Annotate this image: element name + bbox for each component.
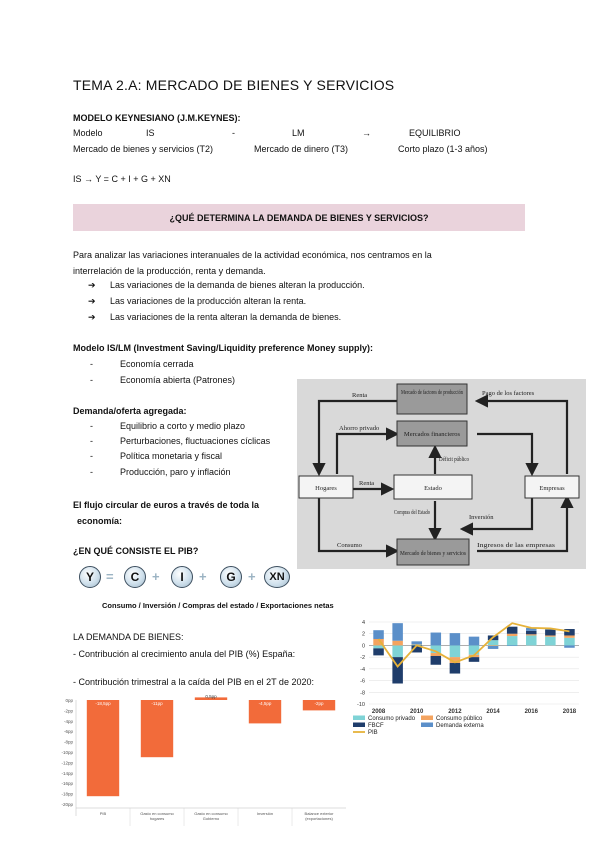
chart2-y-tick-label: -6pp [63,729,73,735]
chart2-y-tick-label: 0pp [65,698,73,703]
label-renta-2: Renta [359,480,375,487]
quarterly-contribution-chart [58,692,348,830]
circular-flow-diagram [297,379,586,569]
page-title: TEMA 2.A: MERCADO DE BIENES Y SERVICIOS [73,77,395,93]
box-mercado-bienes-label: Mercado de bienes y servicios [400,550,467,557]
keynes-heading: MODELO KEYNESIANO (J.M.KEYNES): [73,113,241,123]
pib-symbol-xn: XN [264,566,290,588]
chart1-y-tick-label: -4 [360,666,365,673]
keynes-is: IS [146,128,155,138]
chart2-category-label: Inversión [256,811,274,816]
chart1-bar-segment [450,645,461,657]
section-banner: ¿QUÉ DETERMINA LA DEMANDA DE BIENES Y SERVICIOS? [73,204,525,231]
chart2-bar [141,700,173,757]
chart2-category-label: PIB [99,811,107,816]
keynes-arrow: → [362,128,371,138]
chart1-legend-swatch [353,723,365,728]
chart1-bar-segment [564,635,575,637]
pib-heading: ¿EN QUÉ CONSISTE EL PIB? [73,546,199,556]
agregada-item: - Política monetaria y fiscal [90,451,223,461]
chart1-bar-segment [507,645,518,646]
chart1-bar-segment [545,635,556,636]
chart1-y-tick-label: 4 [361,620,365,626]
intro-bullet: ➔ Las variaciones de la renta alteran la demanda de bienes. [88,312,342,322]
chart1-x-tick-label: 2012 [448,709,462,715]
chart2-y-tick-label: -14pp [61,770,73,776]
chart1-bar-segment [469,637,480,646]
is-equation: IS → Y = C + I + G + XN [73,174,171,184]
chart2-data-label: -11pp [151,701,163,706]
chart1-bar-segment [526,631,537,635]
label-ahorro-privado: Ahorro privado [339,425,380,432]
label-compras-estado: Compras del Estado [394,509,430,516]
box-mercados-financieros-label: Mercados financieros [403,431,461,438]
keynes-corto-plazo: Corto plazo (1-3 años) [398,144,488,154]
box-empresas-label: Empresas [539,485,565,492]
box-estado-label: Estado [424,485,442,492]
chart1-bar-segment [507,627,518,634]
intro-line-1: Para analizar las variaciones interanuales de la actividad económica, nos centramos en la [73,250,432,260]
intro-line-2: interrelación de la producción, renta y demanda. [73,266,266,276]
keynes-mercado-bienes: Mercado de bienes y servicios (T2) [73,144,214,154]
label-ingresos-empresas: Ingresos de las empresas [477,542,556,549]
chart2-data-label: -4,5pp [258,701,272,706]
chart1-bar-segment [564,645,575,647]
label-deficit: Déficit público [439,456,469,463]
chart2-bar [87,700,119,796]
agregada-item: - Producción, paro y inflación [90,467,231,477]
arrow-icon: ➔ [88,296,96,306]
chart1-legend-swatch [421,723,433,728]
chart1-y-tick-label: 2 [361,631,365,638]
arrow-icon: ➔ [88,312,96,322]
chart2-category-label: Balance exterior [304,811,334,816]
islm-item: - Economía abierta (Patrones) [90,375,236,385]
pib-symbol-i: I [171,566,193,588]
chart1-x-tick-label: 2014 [486,709,500,715]
keynes-lm: LM [292,128,305,138]
islm-heading: Modelo IS/LM (Investment Saving/Liquidity preference Money supply): [73,343,374,353]
label-consumo: Consumo [337,542,362,549]
chart2-data-label: 0,5pp [205,694,217,699]
chart2-category-label: Gasto en consumo [194,811,228,816]
chart2-y-tick-label: -16pp [61,781,73,787]
keynes-modelo: Modelo [73,128,103,138]
chart1-bar-segment [431,656,442,665]
chart1-legend-label: PIB [368,730,378,736]
box-mercado-factores-label: Mercado de factores de producción [401,389,464,396]
chart1-bar-segment [507,636,518,645]
chart1-bar-segment [469,657,480,662]
chart2-y-tick-label: -8pp [63,739,73,745]
chart1-legend-label: Consumo privado [368,716,416,722]
chart1-bar-segment [392,641,403,646]
chart1-bar-segment [507,634,518,636]
chart1-bar-segment [526,634,537,635]
chart1-bar-segment [545,630,556,636]
label-inversion: Inversión [469,514,494,521]
chart1-y-tick-label: -10 [357,702,365,708]
intro-bullet: ➔ Las variaciones de la demanda de bienes alteran la producción. [88,280,365,290]
chart1-bar-segment [392,645,403,657]
flujo-line-1: El flujo circular de euros a través de toda la [73,500,260,510]
pib-symbol-c: C [124,566,146,588]
chart1-y-tick-label: -2 [360,655,365,662]
chart2-category-label: Gobierno [202,816,220,821]
chart1-bar-segment [411,641,422,644]
equals-operator: = [106,569,114,584]
chart1-legend-swatch [353,716,365,721]
chart2-category-label: hogares [149,816,165,821]
chart2-y-tick-label: -10pp [61,750,73,755]
label-renta: Renta [352,392,368,399]
chart1-x-tick-label: 2010 [410,709,424,715]
chart1-legend-label: Demanda externa [436,723,484,729]
pib-symbol-g: G [220,566,242,588]
keynes-mercado-dinero: Mercado de dinero (T3) [254,144,349,154]
keynes-dash: - [232,128,235,138]
chart1-bar-segment [564,638,575,646]
chart1-y-tick-label: -8 [360,690,365,697]
plus-operator: + [199,569,207,584]
chart1-bar-segment [392,623,403,641]
keynes-equilibrio: EQUILIBRIO [409,128,461,138]
arrow-icon: ➔ [88,280,96,290]
agregada-heading: Demanda/oferta agregada: [73,406,187,416]
chart2-data-label: -18,5pp [95,701,111,706]
chart2-y-tick-label: -12pp [61,760,73,766]
demanda-line-2: - Contribución trimestral a la caída del PIB en el 2T de 2020: [73,677,314,687]
chart1-x-tick-label: 2018 [562,709,577,715]
chart1-bar-segment [450,633,461,645]
chart1-legend-label: Consumo público [436,716,483,722]
chart1-legend-swatch [421,716,433,721]
chart1-bar-segment [373,645,384,648]
chart1-x-tick-label: 2016 [524,709,538,715]
annual-contribution-chart [347,616,587,744]
chart1-bar-segment [526,635,537,645]
chart1-bar-segment [488,646,499,649]
chart1-x-tick-label: 2008 [371,709,386,715]
chart2-y-tick-label: -20pp [61,802,73,807]
plus-operator: + [248,569,256,584]
chart2-y-tick-label: -18pp [61,791,73,797]
intro-bullet: ➔ Las variaciones de la producción alteran la renta. [88,296,307,306]
chart1-bar-segment [545,637,556,646]
chart1-bar-segment [431,633,442,646]
demanda-heading: LA DEMANDA DE BIENES: [73,632,184,642]
chart1-bar-segment [469,645,480,654]
plus-operator: + [152,569,160,584]
chart2-category-label: (exportaciones) [305,816,333,821]
chart1-bar-segment [373,630,384,639]
chart2-y-tick-label: -2pp [63,708,73,714]
chart1-y-tick-label: 0 [361,643,365,650]
chart1-bar-segment [450,663,461,674]
islm-item: - Economía cerrada [90,359,194,369]
agregada-item: - Equilibrio a corto y medio plazo [90,421,246,431]
pib-symbol-y: Y [79,566,101,588]
chart1-bar-segment [373,648,384,655]
box-hogares-label: Hogares [315,485,337,492]
agregada-item: - Perturbaciones, fluctuaciones cíclicas [90,436,271,446]
chart1-y-tick-label: -6 [360,678,365,685]
demanda-line-1: - Contribución al crecimiento anula del PIB (%) España: [73,649,296,659]
label-pago-factores: Pago de los factores [482,390,535,397]
chart2-category-label: Gasto en consumo [140,811,174,816]
chart2-y-tick-label: -4pp [63,718,73,724]
chart1-bar-segment [488,645,499,646]
chart1-legend-label: FBCF [368,723,384,729]
pib-caption: Consumo / Inversión / Compras del estado / Exportaciones netas [102,601,334,610]
flujo-line-2: economía: [77,516,123,526]
chart2-data-label: -2pp [314,701,324,706]
